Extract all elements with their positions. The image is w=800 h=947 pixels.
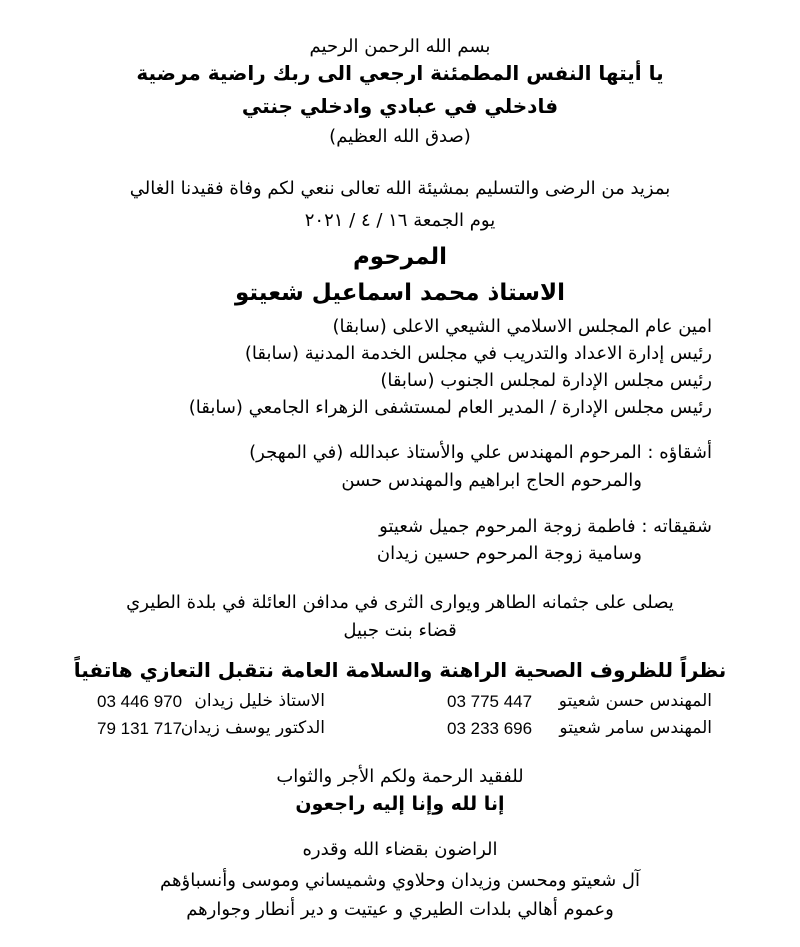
announcement-line: بمزيد من الرضى والتسليم بمشيئة الله تعالى ننعي لكم وفاة فقيدنا الغالي xyxy=(129,178,671,199)
burial-line-1: يصلى على جثمانه الطاهر ويوارى الثرى في مدافن العائلة في بلدة الطيري xyxy=(126,592,674,613)
brothers-line-1: أشقاؤه : المرحوم المهندس علي والأستاذ عبدالله (في المهجر) xyxy=(249,442,712,463)
verse-ending: (صدق الله العظيم) xyxy=(329,126,471,147)
quran-verse-line-1: يا أيتها النفس المطمئنة ارجعي الى ربك راضية مرضية xyxy=(136,61,664,85)
contact-name: المهندس حسن شعيتو xyxy=(558,691,712,711)
position-line: رئيس مجلس الإدارة / المدير العام لمستشفى الزهراء الجامعي (سابقا) xyxy=(188,397,712,418)
contact-name: المهندس سامر شعيتو xyxy=(559,718,712,738)
contact-phone: 03 446 970 xyxy=(97,692,183,711)
position-line: رئيس مجلس الإدارة لمجلس الجنوب (سابقا) xyxy=(380,370,712,391)
burial-line-2: قضاء بنت جبيل xyxy=(343,620,457,641)
contact-phone: 03 775 447 xyxy=(447,692,533,711)
basmala: بسم الله الرحمن الرحيم xyxy=(309,36,491,57)
contact-phone: 79 131 717 xyxy=(97,719,183,738)
closing-verse: إنا لله وإنا إليه راجعون xyxy=(295,793,505,815)
brothers-line-2: والمرحوم الحاج ابراهيم والمهندس حسن xyxy=(341,470,642,491)
sisters-line-1: شقيقاته : فاطمة زوجة المرحوم جميل شعيتو xyxy=(379,516,712,537)
position-line: رئيس إدارة الاعداد والتدريب في مجلس الخدمة المدنية (سابقا) xyxy=(244,343,712,364)
mourners-title: الراضون بقضاء الله وقدره xyxy=(302,839,498,860)
contact-name: الاستاذ خليل زيدان xyxy=(194,691,325,711)
date-line: يوم الجمعة ١٦ / ٤ / ٢٠٢١ xyxy=(304,210,496,231)
contact-phone: 03 233 696 xyxy=(447,719,533,738)
families-line-1: آل شعيتو ومحسن وزيدان وحلاوي وشميساني وموسى وأنسباؤهم xyxy=(160,870,640,891)
contact-name: الدكتور يوسف زيدان xyxy=(180,718,325,738)
phone-condolence-notice: نظراً للظروف الصحية الراهنة والسلامة العامة نتقبل التعازي هاتفياً xyxy=(73,658,727,682)
deceased-name: الاستاذ محمد اسماعيل شعيتو xyxy=(235,280,565,306)
position-line: امين عام المجلس الاسلامي الشيعي الاعلى (سابقا) xyxy=(332,316,712,337)
mercy-prayer: للفقيد الرحمة ولكم الأجر والثواب xyxy=(276,766,524,787)
sisters-line-2: وسامية زوجة المرحوم حسين زيدان xyxy=(376,543,642,564)
quran-verse-line-2: فادخلي في عبادي وادخلي جنتي xyxy=(241,94,559,118)
deceased-title: المرحوم xyxy=(352,244,448,270)
families-line-2: وعموم أهالي بلدات الطيري و عيتيت و دير أنطار وجوارهم xyxy=(186,899,614,920)
